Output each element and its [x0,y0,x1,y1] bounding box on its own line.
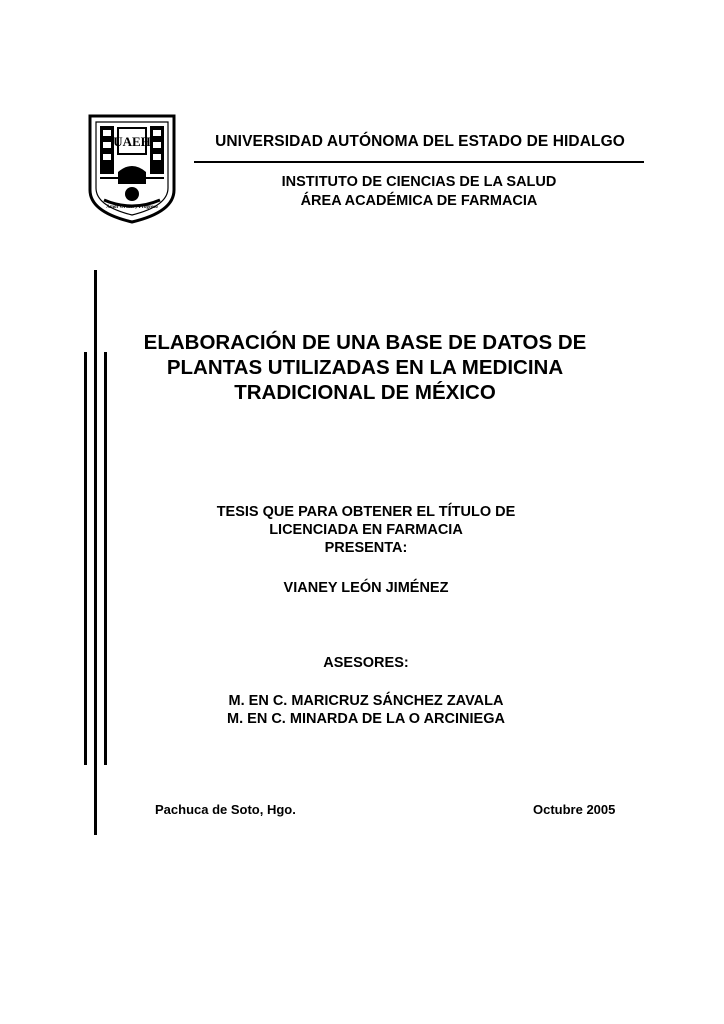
institute-name: INSTITUTO DE CIENCIAS DE LA SALUD [281,174,557,190]
thesis-title [110,330,620,405]
advisors-list [140,692,592,728]
left-bar-outer [94,270,97,835]
advisor-name: M. EN C. MINARDA DE LA O ARCINIEGA [227,711,505,727]
footer-place: Pachuca de Soto, Hgo. [155,802,296,817]
university-seal-icon [82,112,182,224]
title-line-2: PLANTAS UTILIZADAS EN LA MEDICINA [166,356,564,379]
university-name: UNIVERSIDAD AUTÓNOMA DEL ESTADO DE HIDALGO [215,133,625,150]
svg-text:UAEH: UAEH [113,134,151,149]
author-name: VIANEY LEÓN JIMÉNEZ [283,580,449,596]
header-rule [194,161,644,163]
institute-block [194,173,644,211]
academic-area: ÁREA ACADÉMICA DE FARMACIA [300,193,538,209]
svg-text:Amor Orden y Progreso: Amor Orden y Progreso [106,205,158,210]
advisors-label: ASESORES: [323,655,409,671]
degree-line-1: TESIS QUE PARA OBTENER EL TÍTULO DE [216,504,516,520]
footer-date: Octubre 2005 [533,802,616,817]
title-line-1: ELABORACIÓN DE UNA BASE DE DATOS DE [143,331,587,354]
title-line-3: TRADICIONAL DE MÉXICO [234,381,496,404]
degree-line-2: LICENCIADA EN FARMACIA [269,522,463,538]
degree-statement [140,503,592,557]
left-bar-middle [84,352,87,765]
degree-line-3: PRESENTA: [324,540,408,556]
left-bar-inner [104,352,107,765]
advisor-name: M. EN C. MARICRUZ SÁNCHEZ ZAVALA [228,693,504,709]
